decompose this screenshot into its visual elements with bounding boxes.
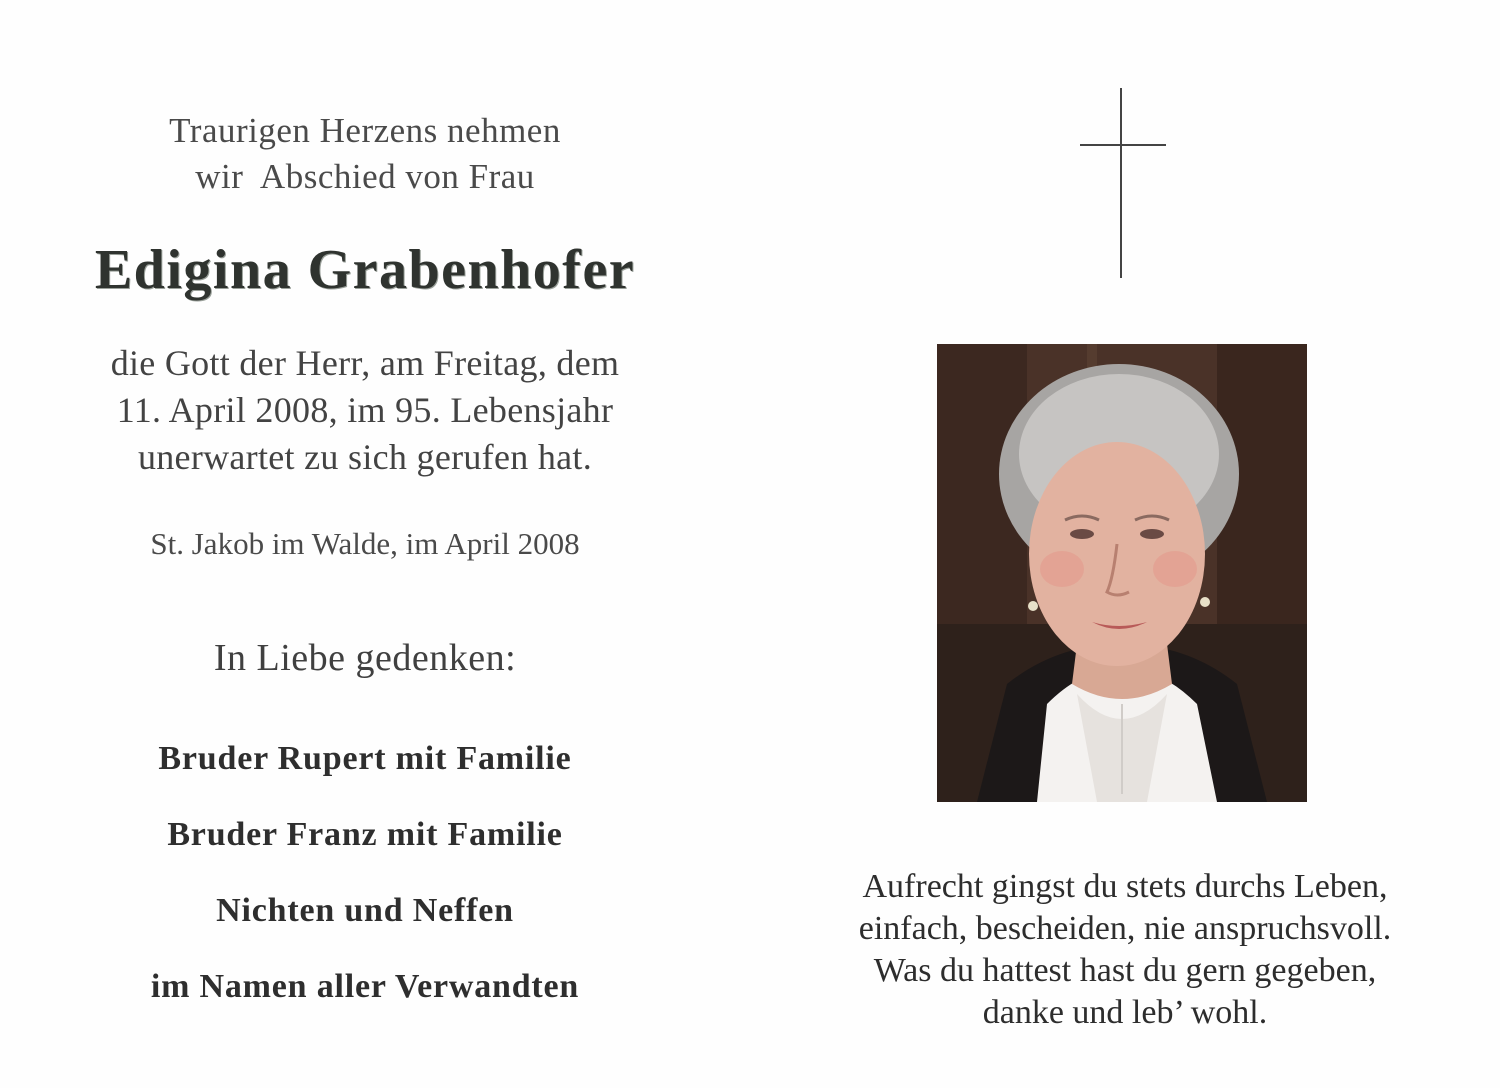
mourner-item: Bruder Rupert mit Familie <box>158 740 572 777</box>
passing-line-3: unerwartet zu sich gerufen hat. <box>137 437 593 477</box>
intro-text <box>40 108 690 200</box>
passing-text <box>40 340 690 481</box>
mourner-item: im Namen aller Verwandten <box>150 968 580 1005</box>
mourners-list <box>40 736 690 1040</box>
poem-line: Was du hattest hast du gern gegeben, <box>873 952 1377 989</box>
place-date: St. Jakob im Walde, im April 2008 <box>150 526 580 561</box>
passing-line-2: 11. April 2008, im 95. Lebensjahr <box>116 390 614 430</box>
poem-line: Aufrecht gingst du stets durchs Leben, <box>862 868 1388 905</box>
poem <box>800 866 1450 1034</box>
mourner-item: Nichten und Neffen <box>216 892 514 929</box>
portrait-photo <box>937 344 1307 802</box>
cross-icon <box>1080 88 1166 278</box>
mourner-item: Bruder Franz mit Familie <box>167 816 563 853</box>
deceased-name: Edigina Grabenhofer <box>94 239 636 301</box>
remember-heading: In Liebe gedenken: <box>213 637 517 679</box>
intro-line-2: wir Abschied von Frau <box>195 157 535 196</box>
intro-line-1: Traurigen Herzens nehmen <box>169 111 561 150</box>
poem-line: einfach, bescheiden, nie anspruchsvoll. <box>858 910 1392 947</box>
passing-line-1: die Gott der Herr, am Freitag, dem <box>110 343 620 383</box>
poem-line: danke und leb’ wohl. <box>982 994 1268 1031</box>
